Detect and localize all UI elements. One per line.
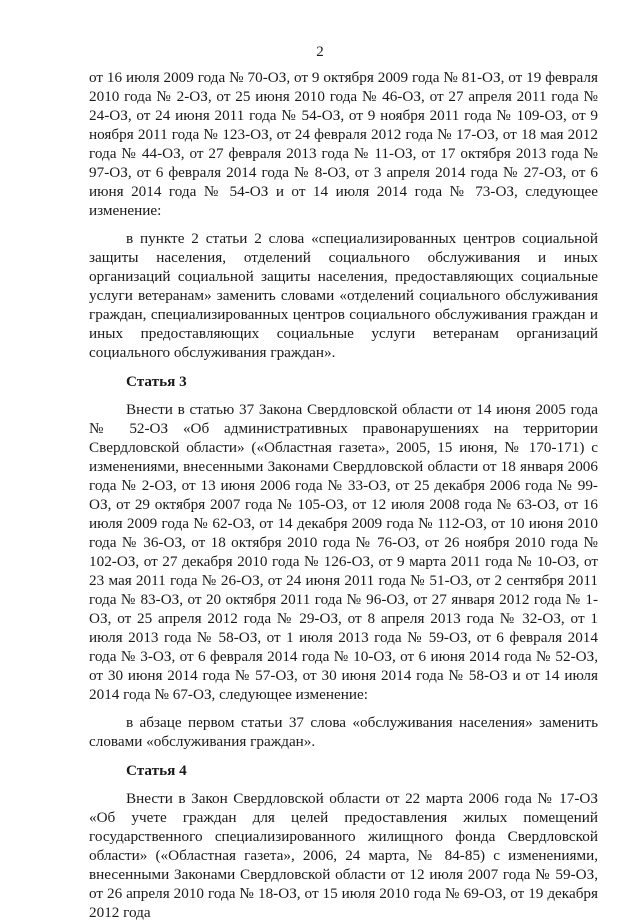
paragraph-article-3: Внести в статью 37 Закона Свердловской области от 14 июня 2005 года № 52-ОЗ «Об административных правонарушениях на территории Свердловской области» («Областная газета», 2005, 15 июня, № 170-171) с изменениями, внесенными Законами Свердловской области от 18 января 2006 года № 2-ОЗ, от 13 июня 2006 года № 33-ОЗ, от 25 декабря 2006 года № 99-ОЗ, от 29 октября 2007 года № 105-ОЗ, от 12 июля 2008 года № 63-ОЗ, от 16 июля 2009 года № 62-ОЗ, от 14 декабря 2009 года № 112-ОЗ, от 10 июня 2010 года № 36-ОЗ, от 18 октября 2010 года № 76-ОЗ, от 26 ноября 2010 года № 102-ОЗ, от 27 декабря 2010 года № 126-ОЗ, от 9 марта 2011 года № 10-ОЗ, от 23 мая 2011 года № 26-ОЗ, от 24 июня 2011 года № 51-ОЗ, от 2 сентября 2011 года № 83-ОЗ, от 20 октября 2011 года № 96-ОЗ, от 27 января 2012 года № 1-ОЗ, от 25 апреля 2012 года № 29-ОЗ, от 8 апреля 2013 года № 32-ОЗ, от 1 июля 2013 года № 58-ОЗ, от 1 июля 2013 года № 59-ОЗ, от 6 февраля 2014 года № 3-ОЗ, от 6 февраля 2014 года № 10-ОЗ, от 6 июня 2014 года № 52-ОЗ, от 30 июня 2014 года № 57-ОЗ, от 30 июня 2014 года № 58-ОЗ и от 14 июля 2014 года № 67-ОЗ, следующее изменение: <box>89 401 598 703</box>
paragraph-article-3-change: в абзаце первом статьи 37 слова «обслуживания населения» заменить словами «обслуживания граждан». <box>89 714 598 750</box>
paragraph-amendment-text: в пункте 2 статьи 2 слова «специализированных центров социальной защиты населения, отделений социального обслуживания и иных организаций социальной защиты населения, предоставляющих социальные услуги ветеранам» заменить словами «отделений социального обслуживания граждан, специализированных центров социального обслуживания граждан и иных предоставляющих социальные услуги ветеранам организаций социального обслуживания граждан». <box>89 230 598 361</box>
paragraph-article-4: Внести в Закон Свердловской области от 22 марта 2006 года № 17-ОЗ «Об учете граждан для целей предоставления жилых помещений государственного специализированного жилищного фонда Свердловской области» («Областная газета», 2006, 24 марта, № 84-85) с изменениями, внесенными Законами Свердловской области от 12 июля 2007 года № 59-ОЗ, от 26 апреля 2010 года № 18-ОЗ, от 15 июля 2010 года № 69-ОЗ, от 19 декабря 2012 года <box>89 790 598 921</box>
article-4-heading: Статья 4 <box>126 762 187 779</box>
article-3-heading: Статья 3 <box>126 373 187 390</box>
document-body <box>89 68 598 922</box>
paragraph-amendment-list-continued: от 16 июля 2009 года № 70-ОЗ, от 9 октября 2009 года № 81-ОЗ, от 19 февраля 2010 года № 2-ОЗ, от 25 июня 2010 года № 46-ОЗ, от 27 апреля 2011 года № 24-ОЗ, от 24 июня 2011 года № 54-ОЗ, от 9 ноября 2011 года № 109-ОЗ, от 9 ноября 2011 года № 123-ОЗ, от 24 февраля 2012 года № 17-ОЗ, от 18 мая 2012 года № 44-ОЗ, от 27 февраля 2013 года № 11-ОЗ, от 17 октября 2013 года № 97-ОЗ, от 6 февраля 2014 года № 8-ОЗ, от 3 апреля 2014 года № 27-ОЗ, от 6 июня 2014 года № 54-ОЗ и от 14 июля 2014 года № 73-ОЗ, следующее изменение: <box>89 69 598 219</box>
page-number: 2 <box>316 44 324 60</box>
